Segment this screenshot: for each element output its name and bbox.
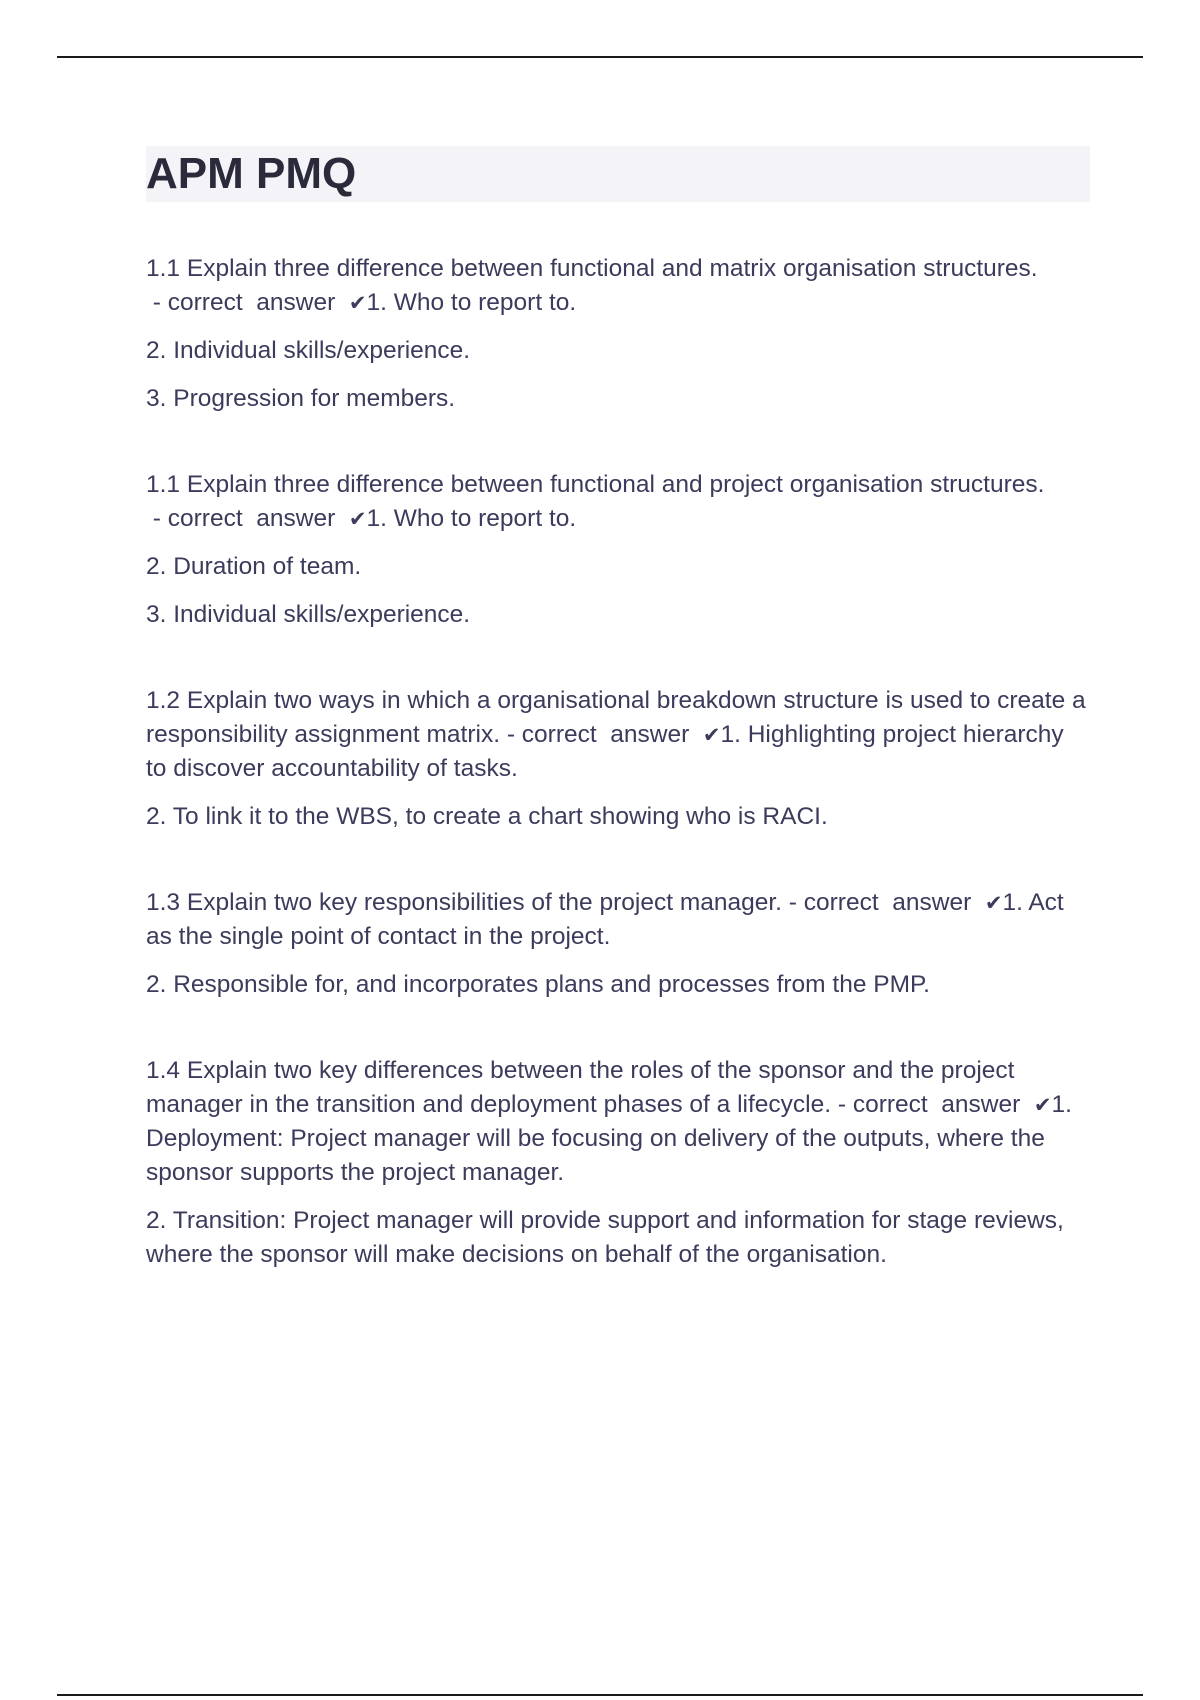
check-icon: ✔ bbox=[348, 291, 367, 315]
check-icon: ✔ bbox=[702, 723, 721, 747]
answer-line: 2. Responsible for, and incorporates plans and processes from the PMP. bbox=[146, 971, 930, 998]
question-text: 1.1 Explain three difference between functional and matrix organisation structures. bbox=[146, 255, 1038, 282]
question-paragraph bbox=[146, 1054, 1090, 1190]
qa-item bbox=[146, 252, 1090, 416]
answer-marker: - correct answer bbox=[500, 721, 703, 748]
question-paragraph bbox=[146, 468, 1090, 536]
question-text: 1.1 Explain three difference between functional and project organisation structures. bbox=[146, 471, 1045, 498]
answer-line: 2. Duration of team. bbox=[146, 553, 362, 580]
check-icon: ✔ bbox=[984, 891, 1003, 915]
check-icon: ✔ bbox=[1033, 1093, 1052, 1117]
question-text: 1.2 Explain two ways in which a organisational breakdown structure is used to create a responsibility assignment matrix. bbox=[146, 687, 1086, 748]
answer-first: 1. Who to report to. bbox=[366, 505, 577, 532]
answer-first: 1. Who to report to. bbox=[366, 289, 577, 316]
answer-first: 1. Highlighting project hierarchy to discover accountability of tasks. bbox=[146, 721, 1064, 782]
footer-rule bbox=[57, 1694, 1143, 1696]
page-title: APM PMQ bbox=[146, 149, 357, 198]
check-icon: ✔ bbox=[348, 507, 367, 531]
qa-item bbox=[146, 468, 1090, 632]
answer-marker: - correct answer bbox=[831, 1091, 1034, 1118]
answer-marker: - correct answer bbox=[146, 505, 349, 532]
document-body bbox=[146, 146, 1090, 1324]
qa-item bbox=[146, 886, 1090, 1002]
question-paragraph bbox=[146, 252, 1090, 320]
title-banner bbox=[146, 146, 1090, 202]
answer-line: 2. Individual skills/experience. bbox=[146, 337, 471, 364]
question-text: 1.3 Explain two key responsibilities of the project manager. bbox=[146, 889, 782, 916]
answer-first: 1. Act as the single point of contact in the project. bbox=[146, 889, 1064, 950]
question-text: 1.4 Explain two key differences between the roles of the sponsor and the project manager in the transition and deployment phases of a lifecycle. bbox=[146, 1057, 1015, 1118]
answer-marker: - correct answer bbox=[146, 289, 349, 316]
answer-line: 2. Transition: Project manager will provide support and information for stage reviews, where the sponsor will make decisions on behalf of the organisation. bbox=[146, 1207, 1064, 1268]
question-paragraph bbox=[146, 886, 1090, 954]
answer-first: 1. Deployment: Project manager will be focusing on delivery of the outputs, where the sponsor supports the project manager. bbox=[146, 1091, 1072, 1186]
answer-line: 2. To link it to the WBS, to create a chart showing who is RACI. bbox=[146, 803, 828, 830]
header-rule bbox=[57, 56, 1143, 58]
question-paragraph bbox=[146, 684, 1090, 786]
answer-line: 3. Progression for members. bbox=[146, 385, 456, 412]
qa-item bbox=[146, 1054, 1090, 1272]
answer-line: 3. Individual skills/experience. bbox=[146, 601, 471, 628]
qa-item bbox=[146, 684, 1090, 834]
answer-marker: - correct answer bbox=[781, 889, 985, 916]
